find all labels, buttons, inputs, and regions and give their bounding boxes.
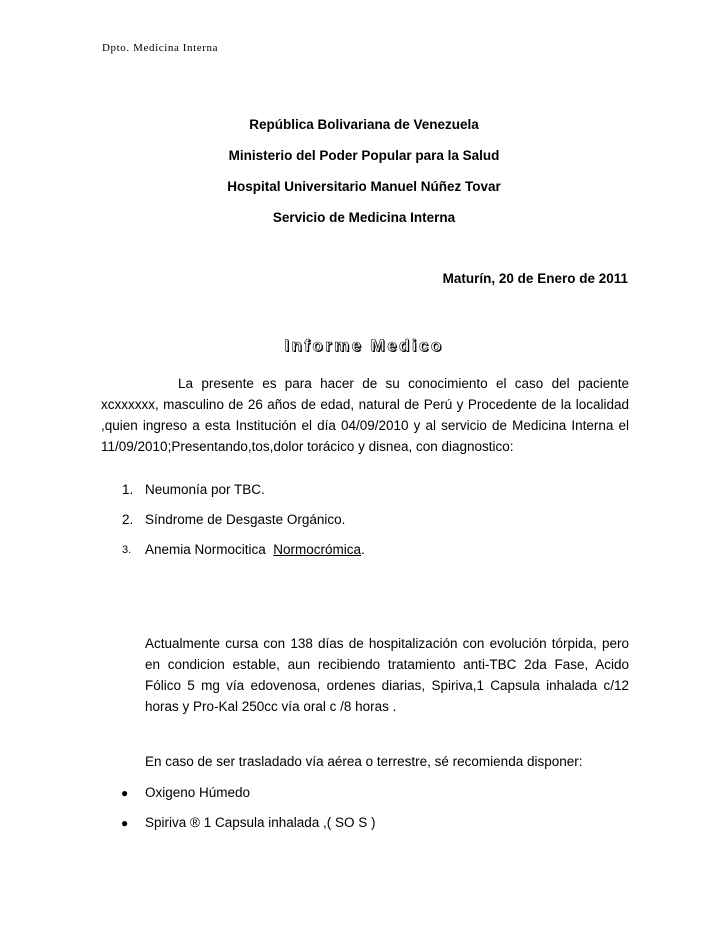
recommendation-text: Spiriva ® 1 Capsula inhalada ,( SO S ) (145, 815, 376, 830)
intro-paragraph: La presente es para hacer de su conocimiento el caso del paciente xcxxxxxx, masculino de 26 años de edad, natural de Perú y Procedente de la localidad ,quien ingreso a esta Institución el día 04/09/2010 y al servicio de Medicina Interna el 11/09/2010;Presentando,tos,dolor torácico y disnea, con diagnostico: (101, 376, 629, 454)
status-paragraph: Actualmente cursa con 138 días de hospitalización con evolución tórpida, pero en condicion estable, aun recibiendo tratamiento anti-TBC 2da Fase, Acido Fólico 5 mg vía edovenosa, ordenes diarias, Spiriva,1 Capsula inhalada c/12 horas y Pro-Kal 250cc vía oral c /8 horas . (145, 636, 629, 714)
letterhead-ministry: Ministerio del Poder Popular para la Salud (228, 148, 500, 163)
diagnosis-number: 3. (122, 544, 132, 556)
diagnosis-text (145, 541, 365, 559)
recommendation-text: Oxigeno Húmedo (145, 785, 251, 800)
letterhead-hospital: Hospital Universitario Manuel Núñez Tovar (227, 179, 501, 194)
document-date: Maturín, 20 de Enero de 2011 (442, 271, 628, 286)
letterhead-country: República Bolivariana de Venezuela (249, 117, 479, 132)
transfer-paragraph: En caso de ser trasladado vía aérea o terrestre, sé recomienda disponer: (145, 754, 583, 769)
diagnosis-text: Síndrome de Desgaste Orgánico. (145, 512, 346, 527)
diagnosis-number: 2. (122, 512, 134, 527)
diagnosis-number: 1. (122, 482, 134, 497)
diagnosis-text-underlined: Normocrómica (273, 542, 362, 557)
bullet-icon: ● (121, 786, 129, 800)
diagnosis-text: Neumonía por TBC. (145, 482, 265, 497)
letterhead-service: Servicio de Medicina Interna (272, 210, 456, 225)
diagnosis-text-end: . (361, 542, 365, 557)
diagnosis-text-main: Anemia Normocitica (145, 542, 274, 557)
document-title: Informe Medico (284, 336, 444, 355)
bullet-icon: ● (121, 816, 129, 830)
page-header: Dpto. Medicina Interna (102, 42, 219, 54)
